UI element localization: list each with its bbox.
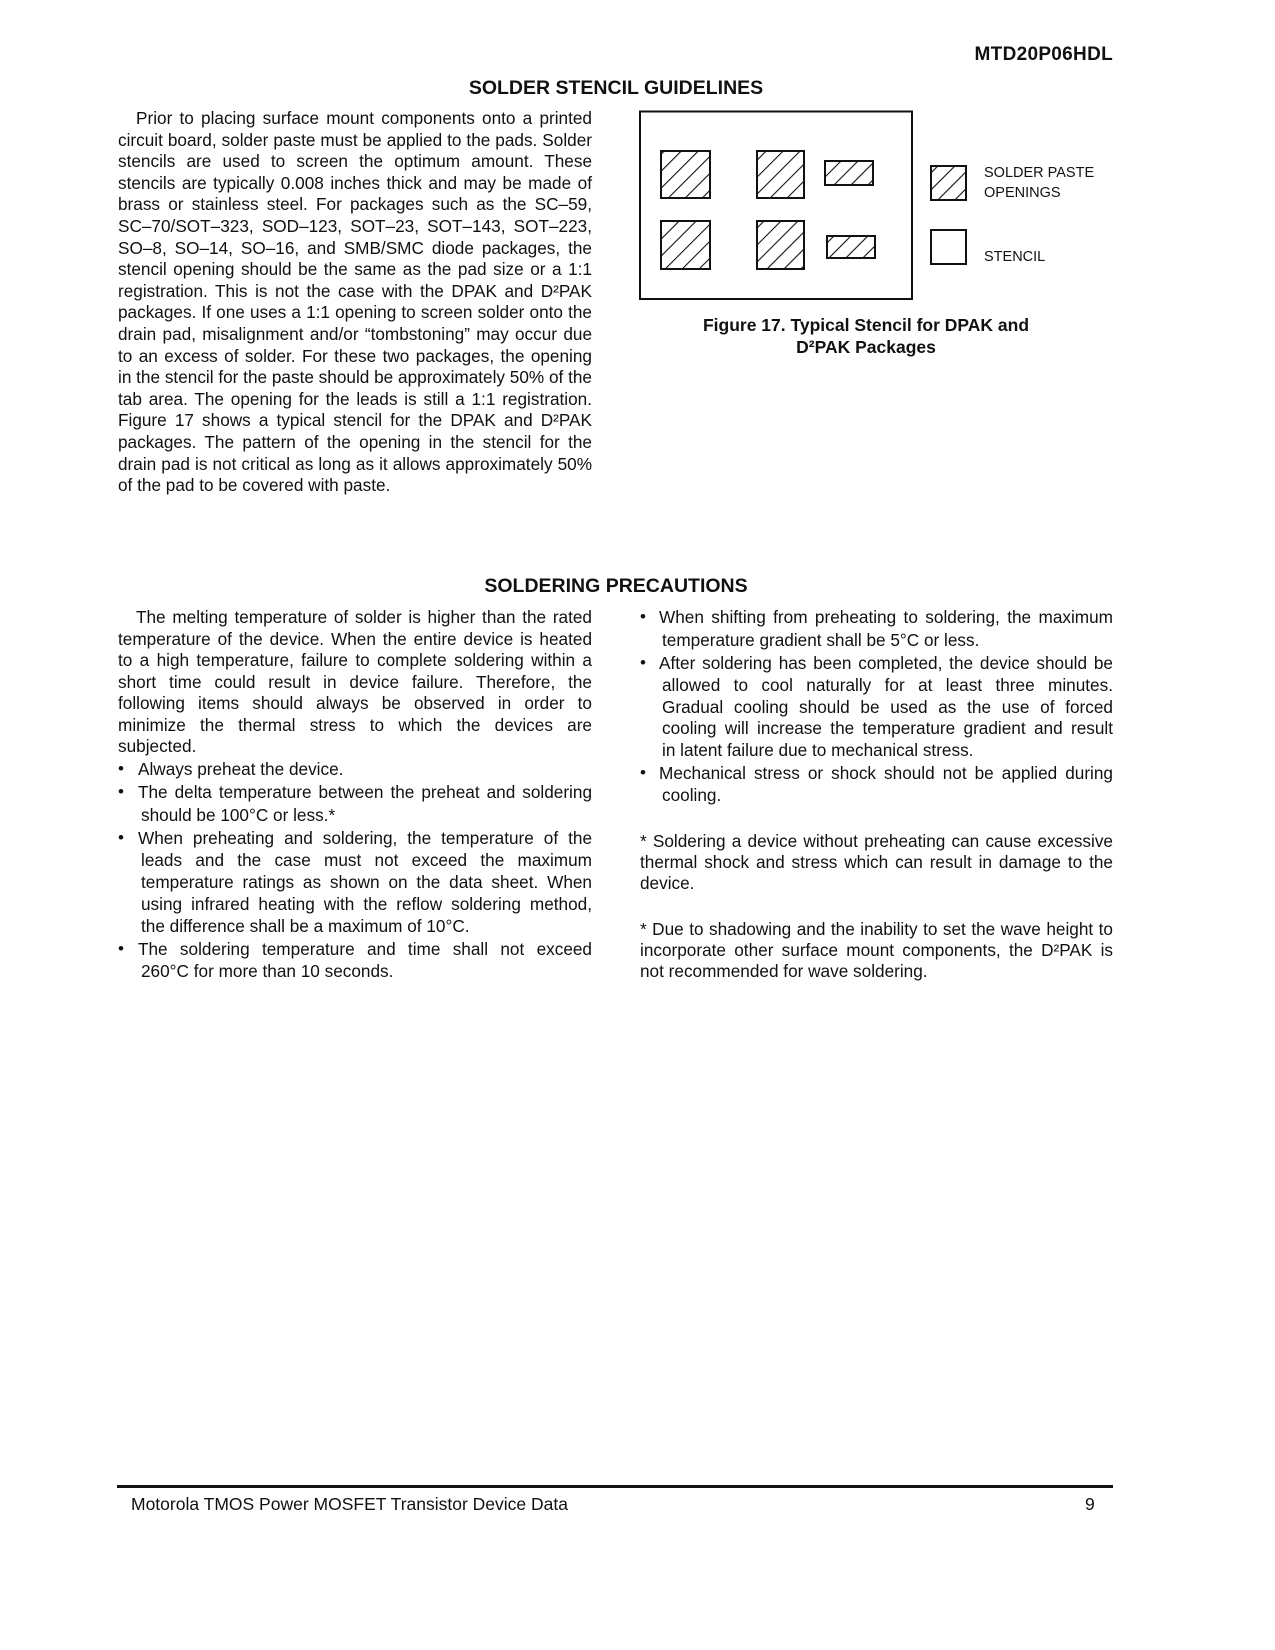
stencil-outline [640,112,912,300]
page-number: 9 [1085,1494,1095,1514]
lead-pad-opening [827,236,875,258]
caption-line: D²PAK Packages [796,337,936,357]
text-line: short time could result in device failure. Therefore, the [118,671,592,692]
text-line: allowed to cool naturally for at least three minutes. [662,674,1113,695]
text-line: stencil opening should be the same as the pad size or a 1:1 [118,259,592,280]
text-line: of the pad to be covered with paste. [118,475,391,496]
text-line: subjected. [118,736,197,756]
text-line: SC–70/SOT–323, SOD–123, SOT–23, SOT–143, SOT–223, [118,216,592,236]
lead-pad-opening [825,161,873,185]
text-line: tab area. The opening for the leads is still a 1:1 registration. [118,388,592,409]
bullet-icon: • [640,607,646,626]
text-line: minimize the thermal stress to which the devices are [118,714,592,735]
text-line: The soldering temperature and time shall not exceed [138,939,592,959]
legend-paste-label [984,163,1094,203]
text-line: drain pad is not critical as long as it allows approximately 50% [118,453,592,474]
footer-rule [117,1485,1113,1488]
text-line: following items should always be observed in order to [118,693,592,713]
bullet-icon: • [118,828,124,847]
text-line: Figure 17 shows a typical stencil for the DPAK and D²PAK [118,410,592,431]
text-line: not recommended for wave soldering. [640,961,928,981]
bullet-icon: • [118,782,124,801]
text-line: When preheating and soldering, the temperature of the [138,828,592,848]
text-line: to a high temperature, failure to complete soldering within a [118,650,592,670]
text-line: should be 100°C or less.* [141,805,336,825]
text-line: The delta temperature between the preheat and soldering [138,782,592,802]
legend-paste-swatch [931,166,966,200]
text-line: in the stencil for the paste should be approximately 50% of the [118,367,592,388]
text-line: After soldering has been completed, the device should be [659,653,1113,673]
text-line: device. [640,873,695,893]
text-line: temperature ratings as shown on the data sheet. When [141,872,592,892]
text-line: Mechanical stress or shock should not be applied during [659,763,1113,783]
text-line: registration. This is not the case with the DPAK and D²PAK [118,280,592,301]
section-title-stencil: SOLDER STENCIL GUIDELINES [468,77,764,99]
text-line: using infrared heating with the reflow soldering method, [141,894,592,914]
bullet-icon: • [640,763,646,782]
text-line: stencils are used to screen the optimum amount. These [118,151,592,172]
text-line: * Due to shadowing and the inability to set the wave height to [640,919,1113,939]
drain-pad-opening [757,221,804,269]
bullet-icon: • [118,939,124,958]
text-line: to an excess of solder. For these two packages, the opening [118,345,592,366]
text-line: circuit board, solder paste must be applied to the pads. Solder [118,129,592,150]
text-line: temperature gradient shall be 5°C or less. [662,630,980,650]
text-line: leads and the case must not exceed the maximum [141,850,592,870]
text-line: 260°C for more than 10 seconds. [141,961,394,981]
text-line: Gradual cooling should be used as the use of forced [662,696,1113,717]
text-line: cooling. [662,785,722,805]
caption-line: Figure 17. Typical Stencil for DPAK and [702,315,1030,335]
legend-paste-line: SOLDER PASTE [984,165,1095,181]
text-line: in latent failure due to mechanical stress. [662,740,974,761]
text-line: temperature of the device. When the entire device is heated [118,628,592,649]
legend-stencil-label: STENCIL [984,249,1046,265]
bullet-icon: • [118,759,124,778]
legend-stencil-swatch [931,230,966,264]
text-line: packages. The pattern of the opening in the stencil for the [118,432,592,452]
text-line: Always preheat the device. [138,759,344,779]
drain-pad-opening [661,151,710,198]
text-line: SO–8, SO–14, SO–16, and SMB/SMC diode packages, the [118,237,592,258]
bullet-icon: • [640,653,646,672]
text-line: * Soldering a device without preheating can cause excessive [640,831,1113,851]
text-line: thermal shock and stress which can result in damage to the [640,852,1113,872]
text-line: drain pad, misalignment and/or “tombstoning” may occur due [118,324,592,344]
footer-text: Motorola TMOS Power MOSFET Transistor Device Data [131,1494,568,1514]
section-title-precautions: SOLDERING PRECAUTIONS [484,575,748,597]
part-number-header: MTD20P06HDL [974,44,1113,65]
text-line: brass or stainless steel. For packages such as the SC–59, [118,194,592,215]
text-line: The melting temperature of solder is higher than the rated [136,607,592,627]
text-line: Prior to placing surface mount components onto a printed [136,108,592,128]
text-line: the difference shall be a maximum of 10°C. [141,916,470,936]
text-line: cooling will increase the temperature gradient and result [662,718,1113,739]
text-line: stencils are typically 0.008 inches thick and may be made of [118,172,592,193]
text-line: packages. If one uses a 1:1 opening to screen solder onto the [118,302,592,323]
figure-caption [640,314,1092,358]
drain-pad-opening [661,221,710,269]
legend-paste-line: OPENINGS [984,185,1061,201]
drain-pad-opening [757,151,804,198]
text-line: incorporate other surface mount components, the D²PAK is [640,940,1113,960]
text-line: When shifting from preheating to soldering, the maximum [659,607,1113,627]
